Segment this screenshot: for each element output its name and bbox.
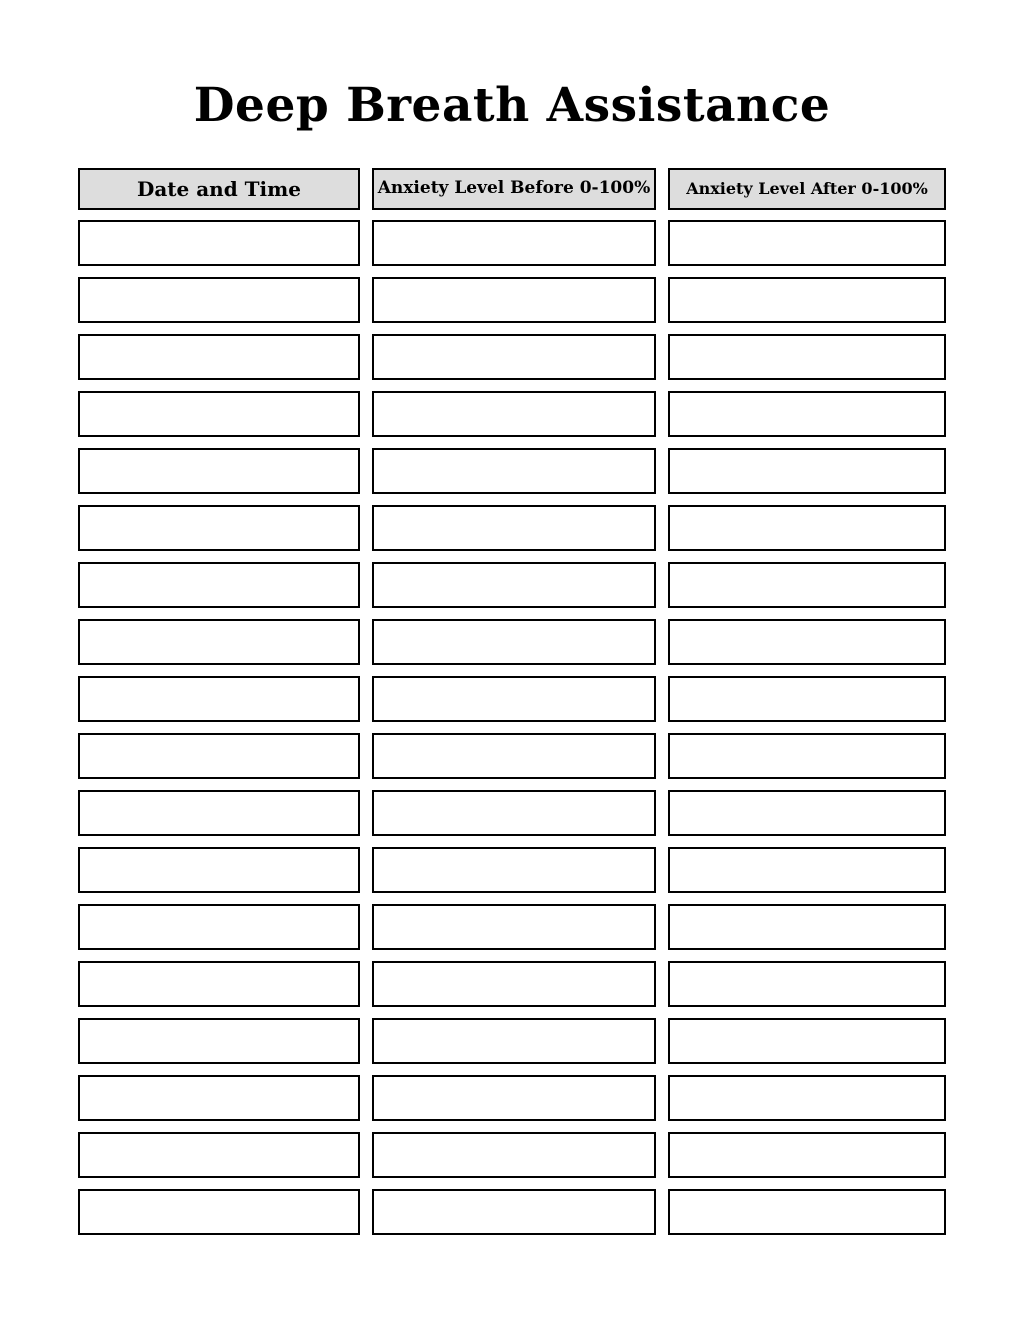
table-cell[interactable] — [78, 277, 360, 323]
table-body — [78, 220, 946, 1235]
table-cell[interactable] — [372, 505, 656, 551]
table-cell[interactable] — [668, 733, 946, 779]
table-cell[interactable] — [372, 220, 656, 266]
table-cell[interactable] — [78, 961, 360, 1007]
table-row — [78, 1189, 946, 1235]
table-cell[interactable] — [668, 562, 946, 608]
table-cell[interactable] — [668, 847, 946, 893]
table-cell[interactable] — [668, 277, 946, 323]
table-row — [78, 904, 946, 950]
table-row — [78, 1132, 946, 1178]
column-header-label: Anxiety Level Before 0-100% — [377, 178, 651, 199]
table-cell[interactable] — [78, 790, 360, 836]
column-header-date-and-time — [78, 168, 360, 210]
table-cell[interactable] — [372, 676, 656, 722]
table-cell[interactable] — [668, 1018, 946, 1064]
table-row — [78, 448, 946, 494]
table-row — [78, 505, 946, 551]
table-cell[interactable] — [78, 1075, 360, 1121]
table-cell[interactable] — [78, 847, 360, 893]
table-row — [78, 334, 946, 380]
column-header-label: Date and Time — [136, 176, 302, 201]
table-cell[interactable] — [372, 562, 656, 608]
column-header-anxiety-after — [668, 168, 946, 210]
table-cell[interactable] — [372, 847, 656, 893]
table-cell[interactable] — [668, 391, 946, 437]
table-cell[interactable] — [372, 448, 656, 494]
table-row — [78, 961, 946, 1007]
column-header-label: Anxiety Level After 0-100% — [686, 178, 928, 198]
table-row — [78, 1018, 946, 1064]
table-row — [78, 676, 946, 722]
table-cell[interactable] — [78, 562, 360, 608]
table-cell[interactable] — [668, 334, 946, 380]
table-row — [78, 790, 946, 836]
table-cell[interactable] — [668, 448, 946, 494]
column-header-anxiety-before — [372, 168, 656, 210]
table-cell[interactable] — [372, 790, 656, 836]
table-cell[interactable] — [78, 220, 360, 266]
table-row — [78, 562, 946, 608]
table-cell[interactable] — [372, 619, 656, 665]
table-cell[interactable] — [78, 1018, 360, 1064]
table-cell[interactable] — [78, 904, 360, 950]
table-row — [78, 619, 946, 665]
page-title: Deep Breath Assistance — [193, 78, 831, 133]
table-cell[interactable] — [78, 1132, 360, 1178]
table-row — [78, 391, 946, 437]
table-cell[interactable] — [78, 448, 360, 494]
table-cell[interactable] — [78, 391, 360, 437]
table-row — [78, 220, 946, 266]
table-cell[interactable] — [78, 334, 360, 380]
table-header-row — [78, 168, 946, 210]
table-cell[interactable] — [668, 676, 946, 722]
table-cell[interactable] — [668, 961, 946, 1007]
table-cell[interactable] — [668, 619, 946, 665]
table-cell[interactable] — [668, 904, 946, 950]
table-cell[interactable] — [668, 1075, 946, 1121]
table-cell[interactable] — [372, 334, 656, 380]
table-cell[interactable] — [78, 1189, 360, 1235]
table-cell[interactable] — [372, 277, 656, 323]
table-cell[interactable] — [78, 676, 360, 722]
table-row — [78, 277, 946, 323]
table-cell[interactable] — [372, 1075, 656, 1121]
table-cell[interactable] — [372, 391, 656, 437]
table-cell[interactable] — [668, 1189, 946, 1235]
table-cell[interactable] — [372, 733, 656, 779]
table-cell[interactable] — [78, 733, 360, 779]
table-cell[interactable] — [372, 1189, 656, 1235]
table-cell[interactable] — [372, 1018, 656, 1064]
table-row — [78, 733, 946, 779]
table-row — [78, 1075, 946, 1121]
log-table — [0, 168, 1024, 1235]
table-cell[interactable] — [372, 904, 656, 950]
table-cell[interactable] — [668, 220, 946, 266]
table-cell[interactable] — [78, 619, 360, 665]
table-cell[interactable] — [668, 505, 946, 551]
table-cell[interactable] — [372, 961, 656, 1007]
table-cell[interactable] — [668, 1132, 946, 1178]
table-row — [78, 847, 946, 893]
table-cell[interactable] — [668, 790, 946, 836]
table-cell[interactable] — [372, 1132, 656, 1178]
table-cell[interactable] — [78, 505, 360, 551]
